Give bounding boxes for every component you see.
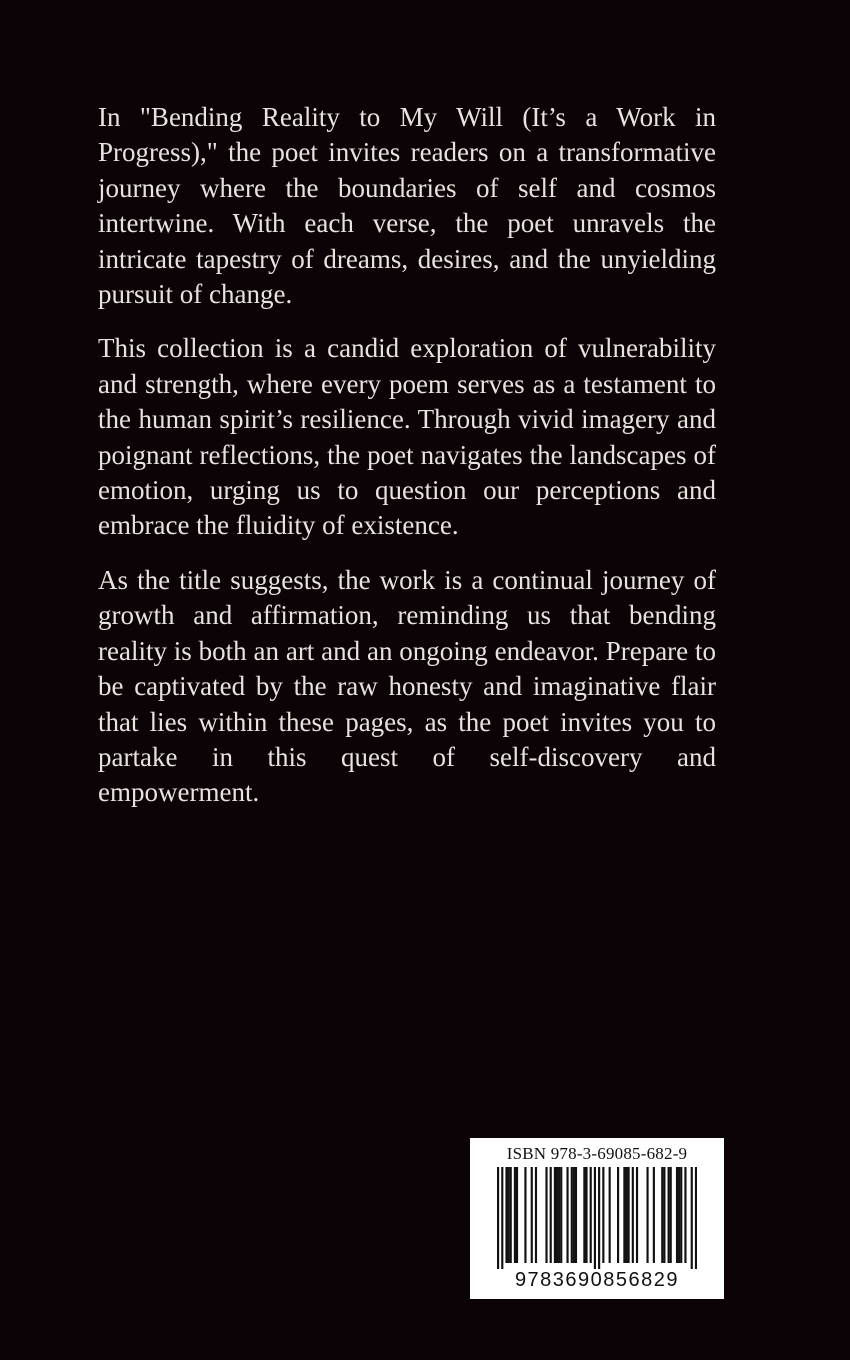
barcode-bars [497, 1167, 697, 1269]
barcode-bar [524, 1167, 526, 1263]
barcode-bar [560, 1167, 562, 1263]
barcode-bar [510, 1167, 512, 1263]
barcode-bar [516, 1167, 518, 1263]
barcode-bar [571, 1167, 573, 1263]
barcode-bar [508, 1167, 510, 1263]
barcode-bar [566, 1167, 568, 1263]
barcode-bar [554, 1167, 556, 1263]
barcode-bar [695, 1167, 697, 1269]
blurb-paragraph-3: As the title suggests, the work is a continual journey of growth and affirmation, reminding us that bending reality is both an art and an ongoing endeavor. Prepare to be captivated by the raw honesty and imaginative flair that lies within these pages, as the poet invites you to partake in this quest of self-discovery and empowerment. [98, 564, 716, 808]
barcode-bar [623, 1167, 625, 1263]
barcode-bar [661, 1167, 663, 1263]
barcode-bar [668, 1167, 670, 1263]
barcode-bar [558, 1167, 560, 1263]
barcode-bar [497, 1167, 499, 1269]
barcode-bar [550, 1167, 552, 1263]
barcode-bar [573, 1167, 575, 1263]
barcode-bar [684, 1167, 686, 1263]
barcode-bar [670, 1167, 672, 1263]
barcode-bar [602, 1167, 604, 1263]
barcode-bar [632, 1167, 634, 1263]
barcode-bar [583, 1167, 585, 1263]
barcode-bar [636, 1167, 638, 1263]
barcode-bar [501, 1167, 503, 1269]
barcode-bar [617, 1167, 619, 1263]
blurb-text [98, 100, 716, 830]
isbn-label: ISBN 978-3-69085-682-9 [506, 1144, 688, 1163]
barcode-bar [680, 1167, 682, 1263]
barcode-bar [646, 1167, 648, 1263]
barcode-bar [575, 1167, 577, 1263]
barcode-bar [556, 1167, 558, 1263]
barcode-bar [678, 1167, 680, 1263]
isbn-digits: 9783690856829 [514, 1269, 680, 1291]
barcode-bar [653, 1167, 655, 1263]
blurb-paragraph-2: This collection is a candid exploration of vulnerability and strength, where every poem serves as a testament to the human spirit’s resilience. Through vivid imagery and poignant reflections, the poet navigates the landscapes of emotion, urging us to question our perceptions and embrace the fluidity of existence. [98, 333, 716, 541]
isbn-barcode [470, 1138, 724, 1299]
barcode-bar [594, 1167, 596, 1269]
blurb-paragraph-1: In "Bending Reality to My Will (It’s a Work in Progress)," the poet invites readers on a transformative journey where the boundaries of self and cosmos intertwine. With each verse, the poet unravels the intricate tapestry of dreams, desires, and the unyielding pursuit of change. [98, 102, 716, 310]
barcode-bar [585, 1167, 587, 1263]
barcode-bar [691, 1167, 693, 1269]
barcode-bar [535, 1167, 537, 1263]
barcode-bar [598, 1167, 600, 1269]
barcode-bar [663, 1167, 665, 1263]
barcode-bar [531, 1167, 533, 1263]
barcode-bar [514, 1167, 516, 1263]
barcode-bar [628, 1167, 630, 1263]
barcode-bar [676, 1167, 678, 1263]
barcode-bar [545, 1167, 547, 1263]
barcode-bar [625, 1167, 627, 1263]
barcode-bar [590, 1167, 592, 1263]
barcode-bar [609, 1167, 611, 1263]
barcode-bar [505, 1167, 507, 1263]
